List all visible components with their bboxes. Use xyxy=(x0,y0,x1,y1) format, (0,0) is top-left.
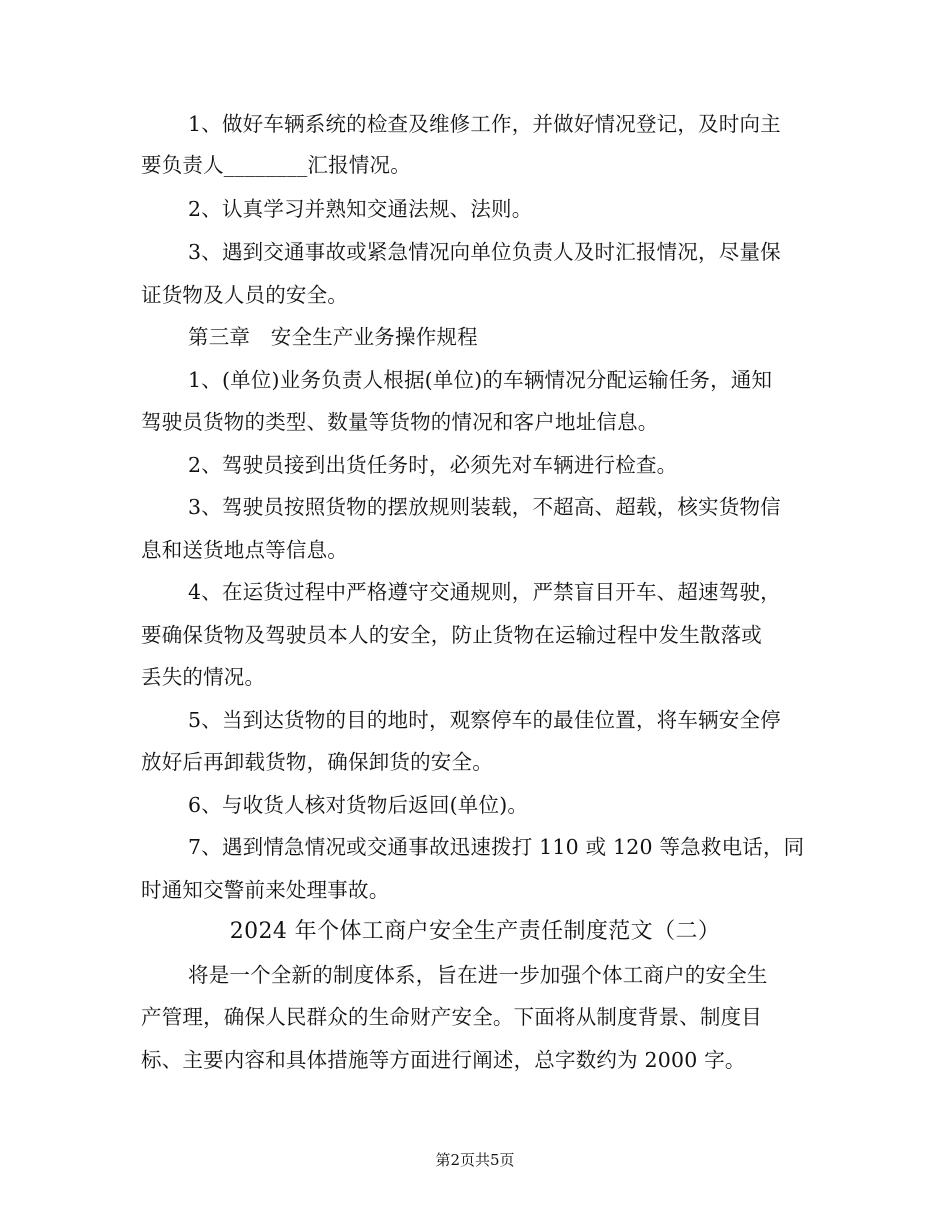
page-number-footer: 第2页共5页 xyxy=(435,1151,515,1169)
paragraph-line: 将是一个全新的制度体系，旨在进一步加强个体工商户的安全生 xyxy=(188,963,768,987)
paragraph-line: 丢失的情况。 xyxy=(141,665,266,689)
paragraph-line: 1、(单位)业务负责人根据(单位)的车辆情况分配运输任务，通知 xyxy=(188,368,773,392)
paragraph-line: 5、当到达货物的目的地时，观察停车的最佳位置，将车辆安全停 xyxy=(188,708,781,732)
paragraph-line: 7、遇到情急情况或交通事故迅速拨打 110 或 120 等急救电话，同 xyxy=(188,835,805,859)
paragraph-line: 2、驾驶员接到出货任务时，必须先对车辆进行检查。 xyxy=(188,453,678,477)
paragraph-line: 3、遇到交通事故或紧急情况向单位负责人及时汇报情况，尽量保 xyxy=(188,240,781,264)
paragraph-line: 时通知交警前来处理事故。 xyxy=(141,878,390,902)
paragraph-line: 息和送货地点等信息。 xyxy=(141,538,348,562)
chapter-heading: 第三章 安全生产业务操作规程 xyxy=(188,325,478,349)
paragraph-line: 要确保货物及驾驶员本人的安全，防止货物在运输过程中发生散落或 xyxy=(141,623,762,647)
paragraph-line: 1、做好车辆系统的检查及维修工作，并做好情况登记，及时向主 xyxy=(188,112,781,136)
section-title: 2024 年个体工商户安全生产责任制度范文（二） xyxy=(229,919,721,944)
paragraph-line: 4、在运货过程中严格遵守交通规则，严禁盲目开车、超速驾驶， xyxy=(188,580,781,604)
paragraph-line: 3、驾驶员按照货物的摆放规则装载，不超高、超载，核实货物信 xyxy=(188,495,781,519)
paragraph-line: 放好后再卸载货物，确保卸货的安全。 xyxy=(141,750,493,774)
paragraph-line: 证货物及人员的安全。 xyxy=(141,283,348,307)
paragraph-line: 2、认真学习并熟知交通法规、法则。 xyxy=(188,197,533,221)
paragraph-line: 驾驶员货物的类型、数量等货物的情况和客户地址信息。 xyxy=(141,410,659,434)
paragraph-line: 产管理，确保人民群众的生命财产安全。下面将从制度背景、制度目 xyxy=(141,1005,762,1029)
paragraph-line: 要负责人________汇报情况。 xyxy=(141,153,411,177)
paragraph-line: 6、与收货人核对货物后返回(单位)。 xyxy=(188,793,529,817)
paragraph-line: 标、主要内容和具体措施等方面进行阐述，总字数约为 2000 字。 xyxy=(141,1048,746,1072)
